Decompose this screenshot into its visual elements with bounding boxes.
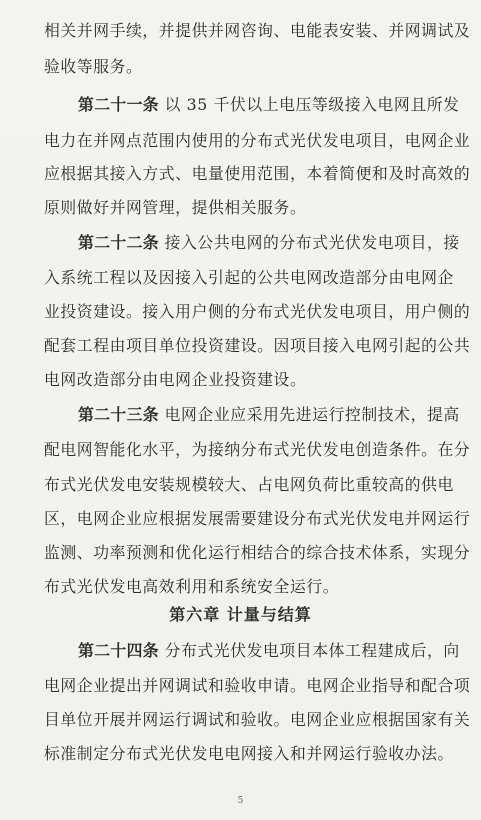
article-number: 第二十二条 <box>78 233 159 252</box>
body-text-line: 目单位开展并网运行调试和验收。电网企业应根据国家有关 <box>44 710 471 729</box>
article-22-first-line <box>78 233 460 253</box>
page-number: 5 <box>237 796 244 806</box>
body-text: 接入公共电网的分布式光伏发电项目，接 <box>164 233 460 252</box>
body-text-line: 区，电网企业应根据发展需要建设分布式光伏发电并网运行 <box>44 509 471 528</box>
body-text-line: 入系统工程以及因接入引起的公共电网改造部分由电网企 <box>44 268 454 287</box>
body-text-line: 业投资建设。接入用户侧的分布式光伏发电项目，用户侧的 <box>44 302 471 321</box>
article-24-first-line <box>78 641 460 661</box>
body-text-line: 布式光伏发电高效利用和系统安全运行。 <box>44 577 340 596</box>
body-text-line: 监测、功率预测和优化运行相结合的综合技术体系，实现分 <box>44 543 471 562</box>
article-21-first-line <box>78 95 460 115</box>
body-text: 电网企业应采用先进运行控制技术，提高 <box>164 405 460 424</box>
body-text-line: 电力在并网点范围内使用的分布式光伏发电项目，电网企业 <box>44 131 471 150</box>
body-text-line: 原则做好并网管理，提供相关服务。 <box>44 198 307 217</box>
article-number: 第二十三条 <box>78 405 159 424</box>
chapter-heading: 第六章 计量与结算 <box>169 605 312 624</box>
article-23-first-line <box>78 405 460 425</box>
body-text-line: 配电网智能化水平，为接纳分布式光伏发电创造条件。在分 <box>44 440 471 459</box>
body-text-line: 相关并网手续，并提供并网咨询、电能表安装、并网调试及 <box>44 21 471 40</box>
body-text-line: 应根据其接入方式、电量使用范围，本着简便和及时高效的 <box>44 164 471 183</box>
article-number: 第二十一条 <box>78 95 159 114</box>
body-text-line: 布式光伏发电安装规模较大、占电网负荷比重较高的供电 <box>44 475 454 494</box>
body-text: 分布式光伏发电项目本体工程建成后，向 <box>164 641 460 660</box>
body-text: 以 35 千伏以上电压等级接入电网且所发 <box>164 95 460 114</box>
body-text-line: 配套工程由项目单位投资建设。因项目接入电网引起的公共 <box>44 336 471 355</box>
body-text-line: 电网改造部分由电网企业投资建设。 <box>44 370 307 389</box>
article-number: 第二十四条 <box>78 641 159 660</box>
body-text-line: 验收等服务。 <box>44 57 143 76</box>
body-text-line: 电网企业提出并网调试和验收申请。电网企业指导和配合项 <box>44 676 471 695</box>
body-text-line: 标准制定分布式光伏发电电网接入和并网运行验收办法。 <box>44 744 454 763</box>
